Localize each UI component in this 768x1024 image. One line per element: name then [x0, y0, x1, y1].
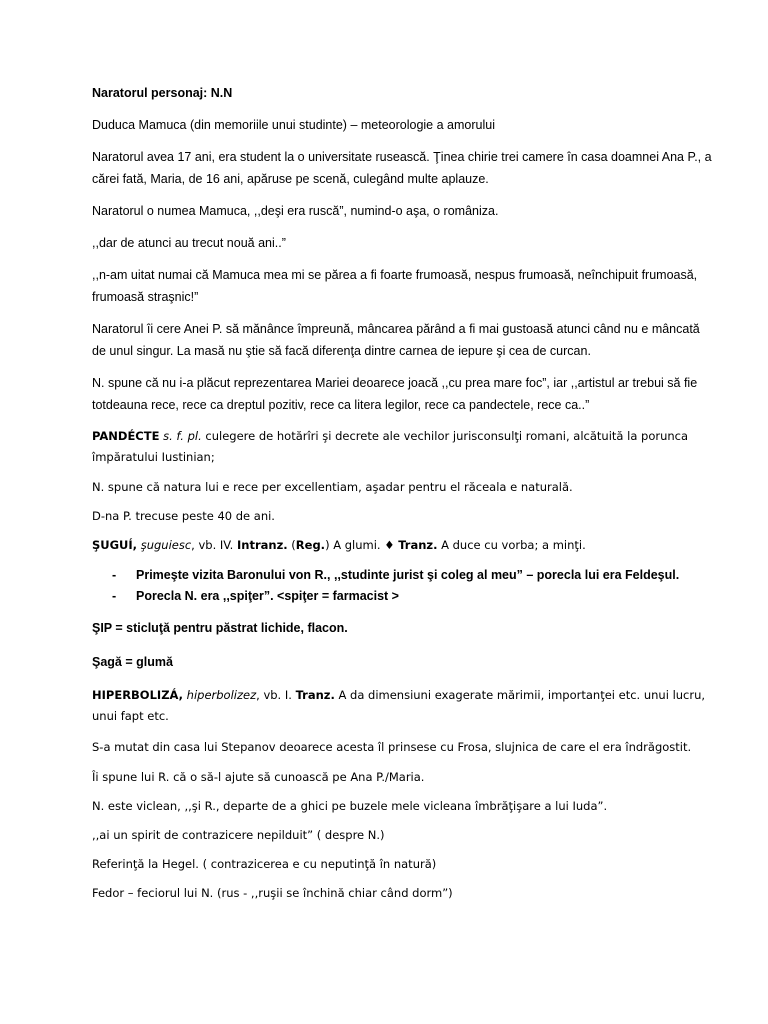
paragraph-age-40: D-na P. trecuse peste 40 de ani. [92, 509, 275, 523]
definition-sugui [92, 536, 712, 555]
definition-grammar: s. f. pl. [163, 429, 202, 443]
heading-narrator: Naratorul personaj: N.N [92, 86, 233, 100]
document-body [92, 82, 712, 913]
list-item: - Primeşte vizita Baronului von R., ,,studinte jurist şi coleg al meu” – porecla lui era Feldeşul. [112, 565, 712, 586]
paragraph-performance: N. spune că nu i-a plăcut reprezentarea Mariei deoarece joacă ,,cu prea mare foc”, iar ,,artistul ar trebui să fie totdeauna rece, rece ca dreptul pozitiv, rece ca litera legilor, rece ca pandectele, rece ca..” [92, 376, 698, 412]
definition-text: , vb. I. [256, 688, 296, 702]
paragraph-hegel: Referinţă la Hegel. ( contrazicerea e cu neputinţă în natură) [92, 857, 437, 871]
paragraph-fedor: Fedor – feciorul lui N. (rus - ,,ruşii se închină chiar când dorm”) [92, 886, 453, 900]
definition-sip: ŞIP = sticluţă pentru păstrat lichide, flacon. [92, 621, 348, 635]
paragraph-title: Duduca Mamuca (din memoriile unui studinte) – meteorologie a amorului [92, 118, 495, 132]
definition-forms: şuguiesc [140, 538, 192, 552]
definition-headword: ŞUGUÍ, [92, 538, 138, 552]
definition-headword: PANDÉCTE [92, 429, 160, 443]
paragraph-cold-nature: N. spune că natura lui e rece per excellentiam, aşadar pentru el răceala e naturală. [92, 480, 573, 494]
definition-pandecte [92, 426, 712, 468]
definition-forms: hiperbolizez [186, 688, 257, 702]
definition-hiperboliza [92, 685, 712, 727]
definition-text: culegere de hotărîri şi decrete ale vechilor jurisconsulţi romani, alcătuită la porunca împăratului Iustinian; [92, 429, 689, 464]
definition-saga: Şagă = glumă [92, 655, 173, 669]
definition-label-intranz: Intranz. [236, 538, 288, 552]
paragraph-contradiction: ,,ai un spirit de contrazicere nepilduit” ( despre N.) [92, 828, 385, 842]
dash-list [92, 565, 712, 607]
paragraph-mamuca: Naratorul o numea Mamuca, ,,deşi era ruscă”, numind-o aşa, o româniza. [92, 204, 499, 218]
paragraph-stepanov: S-a mutat din casa lui Stepanov deoarece acesta îl prinsese cu Frosa, slujnica de care el era îndrăgostit. [92, 740, 692, 754]
definition-text: , vb. IV. [191, 538, 237, 552]
paragraph-dinner: Naratorul îi cere Anei P. să mănânce împreună, mâncarea părând a fi mai gustoasă atunci când nu e mâncată de unul singur. La masă nu ştie să facă diferenţa dintre carnea de iepure şi cea de curcan. [92, 322, 700, 358]
definition-text: A duce cu vorba; a minţi. [437, 538, 586, 552]
definition-label-tranz: Tranz. [295, 688, 335, 702]
definition-text: A da dimensiuni exagerate mărimii, importanţei etc. unui lucru, unui fapt etc. [92, 688, 706, 723]
paragraph-sly: N. este viclean, ,,şi R., departe de a ghici pe buzele mele vicleana îmbrăţişare a lui Iuda”. [92, 799, 608, 813]
definition-text: ( [287, 538, 296, 552]
definition-label-reg: Reg. [295, 538, 326, 552]
list-item: - Porecla N. era ,,spiţer”. <spiţer = farmacist > [112, 586, 712, 607]
definition-headword: HIPERBOLIZÁ, [92, 688, 184, 702]
paragraph-narrator-age: Naratorul avea 17 ani, era student la o universitate rusească. Ţinea chirie trei camere în casa doamnei Ana P., a cărei fată, Maria, de 16 ani, apăruse pe scenă, culegând multe aplauze. [92, 150, 712, 186]
paragraph-quote-beautiful: ,,n-am uitat numai că Mamuca mea mi se părea a fi foarte frumoasă, nespus frumoasă, neînchipuit frumoasă, frumoasă straşnic!” [92, 268, 698, 304]
definition-label-tranz: Tranz. [398, 538, 438, 552]
paragraph-quote-nine-years: ,,dar de atunci au trecut nouă ani..” [92, 236, 286, 250]
paragraph-help-r: Îi spune lui R. că o să-l ajute să cunoască pe Ana P./Maria. [92, 770, 425, 784]
definition-text: ) A glumi. ♦ [325, 538, 399, 552]
